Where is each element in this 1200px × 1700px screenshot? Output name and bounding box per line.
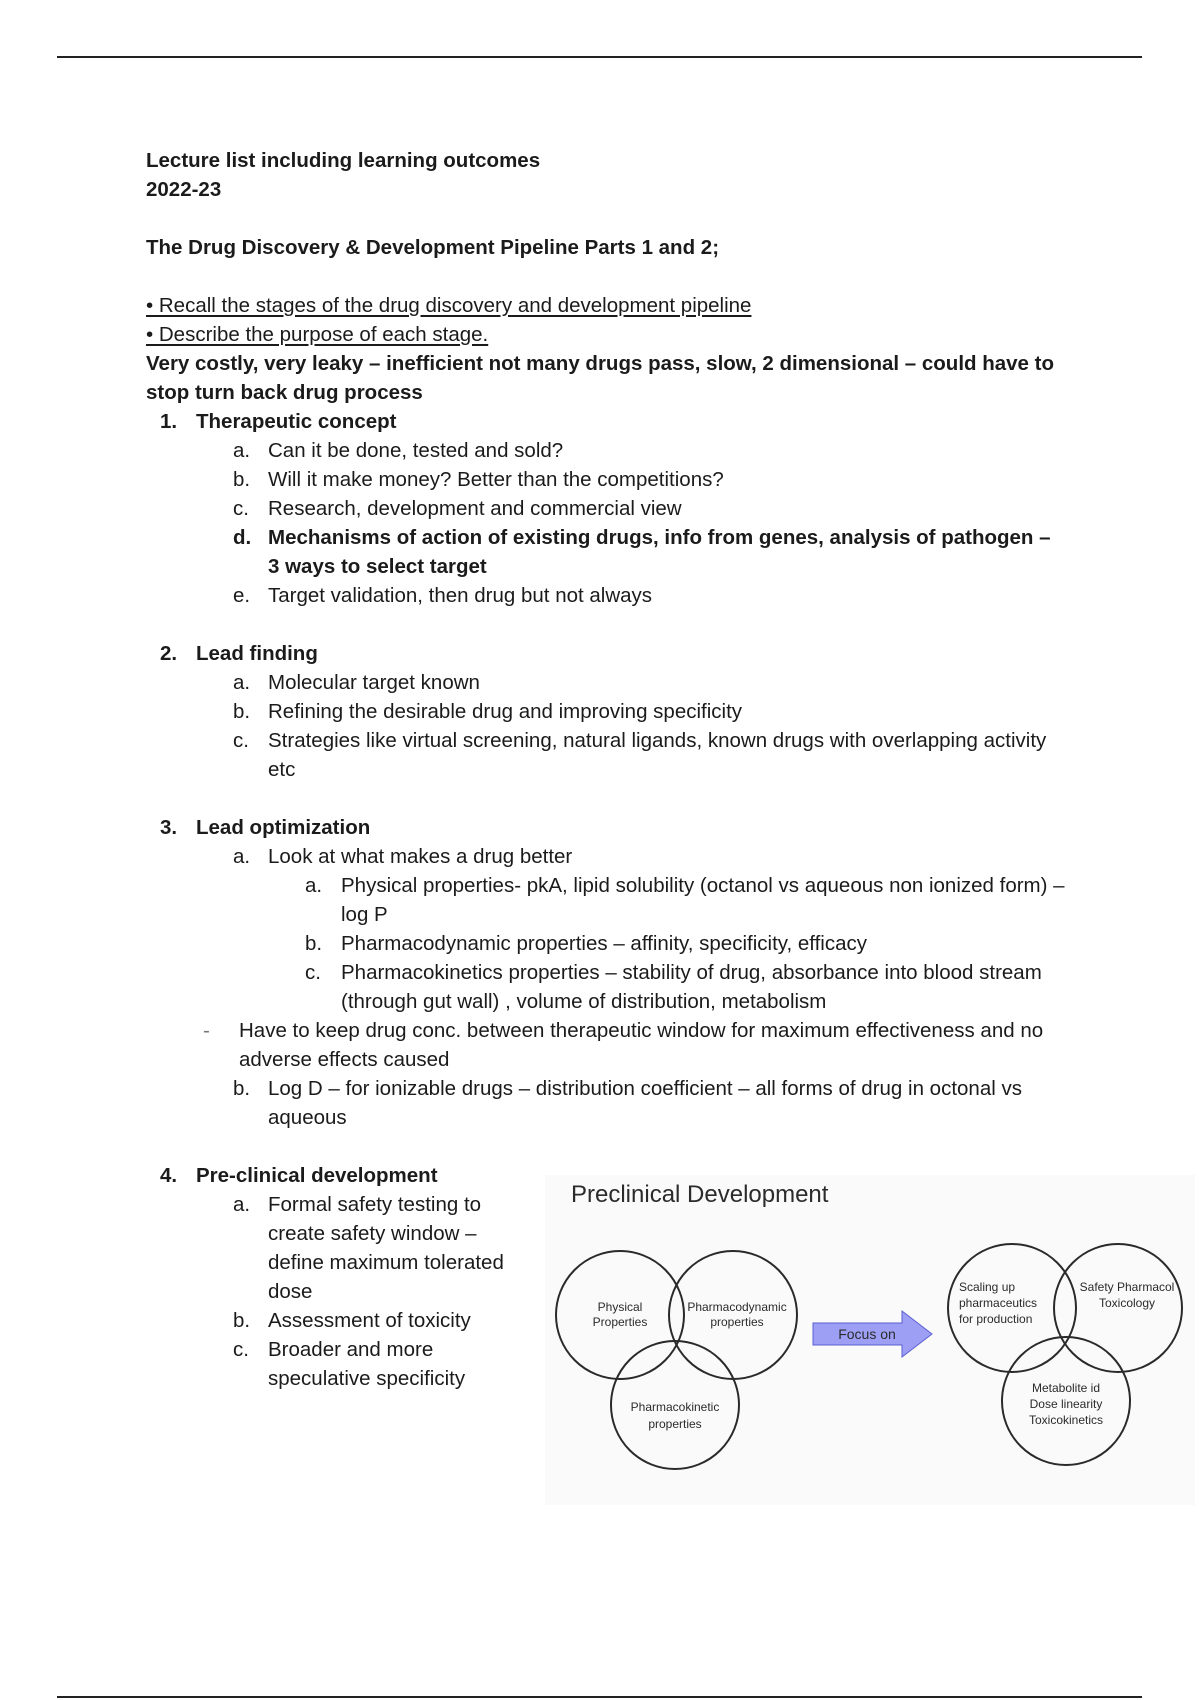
list-item: b. Log D – for ionizable drugs – distribution coefficient – all forms of drug in octonal vs aqueous [233, 1077, 1022, 1129]
venn-label: for production [959, 1312, 1033, 1326]
list-item: a. Look at what makes a drug better [233, 845, 573, 868]
top-rule [57, 56, 1142, 58]
list-item: c. Research, development and commercial view [233, 497, 682, 520]
stage-heading: 1. Therapeutic concept [160, 410, 397, 433]
venn-label: Dose linearity [1029, 1397, 1103, 1411]
lecture-summary: Very costly, very leaky – inefficient not many drugs pass, slow, 2 dimensional – could have to stop turn back drug process [146, 352, 1055, 404]
learning-outcome: • Recall the stages of the drug discovery and development pipeline [146, 294, 752, 317]
stage-heading: 3. Lead optimization [160, 816, 371, 839]
lecture-title: The Drug Discovery & Development Pipeline Parts 1 and 2; [146, 236, 720, 259]
venn-label: properties [710, 1315, 764, 1329]
venn-label: Physical [597, 1300, 643, 1314]
dash-item: - Have to keep drug conc. between therapeutic window for maximum effectiveness and no adverse effects caused [203, 1019, 1044, 1071]
list-item: d. Mechanisms of action of existing drugs, info from genes, analysis of pathogen – 3 ways to select target [233, 526, 1051, 578]
list-item: c. Broader and more speculative specificity [233, 1338, 466, 1390]
venn-label: Safety Pharmacol [1079, 1280, 1175, 1294]
focus-arrow-label: Focus on [838, 1326, 896, 1342]
venn-label: Scaling up [959, 1280, 1016, 1294]
list-item: a. Formal safety testing to create safety window – define maximum tolerated dose [233, 1193, 504, 1303]
list-item: b. Will it make money? Better than the competitions? [233, 468, 724, 491]
list-item: b. Assessment of toxicity [233, 1309, 471, 1332]
list-item: e. Target validation, then drug but not always [233, 584, 653, 607]
bottom-rule [57, 1696, 1142, 1698]
doc-title: Lecture list including learning outcomes [146, 149, 541, 172]
sub-list-item: c. Pharmacokinetics properties – stability of drug, absorbance into blood stream (through gut wall) , volume of distribution, metabolism [305, 961, 1042, 1013]
list-item: c. Strategies like virtual screening, natural ligands, known drugs with overlapping activity etc [233, 729, 1047, 781]
list-item: a. Can it be done, tested and sold? [233, 439, 564, 462]
venn-label: pharmaceutics [959, 1296, 1038, 1310]
venn-label: Pharmacodynamic [687, 1300, 787, 1314]
list-item: a. Molecular target known [233, 671, 480, 694]
list-item: b. Refining the desirable drug and improving specificity [233, 700, 743, 723]
venn-label: Toxicology [1098, 1296, 1156, 1310]
venn-label: Properties [592, 1315, 648, 1329]
venn-label: Pharmacokinetic [630, 1400, 720, 1414]
preclinical-diagram [545, 1175, 1195, 1505]
stage-heading: 2. Lead finding [160, 642, 318, 665]
diagram-title: Preclinical Development [571, 1181, 829, 1208]
sub-list-item: b. Pharmacodynamic properties – affinity, specificity, efficacy [305, 932, 868, 955]
learning-outcome: • Describe the purpose of each stage. [146, 323, 489, 346]
doc-year: 2022-23 [146, 178, 222, 201]
venn-label: Toxicokinetics [1028, 1413, 1104, 1427]
venn-label: Metabolite id [1031, 1381, 1101, 1395]
sub-list-item: a. Physical properties- pkA, lipid solubility (octanol vs aqueous non ionized form) – log P [305, 874, 1065, 926]
stage-heading: 4. Pre-clinical development [160, 1164, 438, 1187]
venn-label: properties [648, 1417, 702, 1431]
